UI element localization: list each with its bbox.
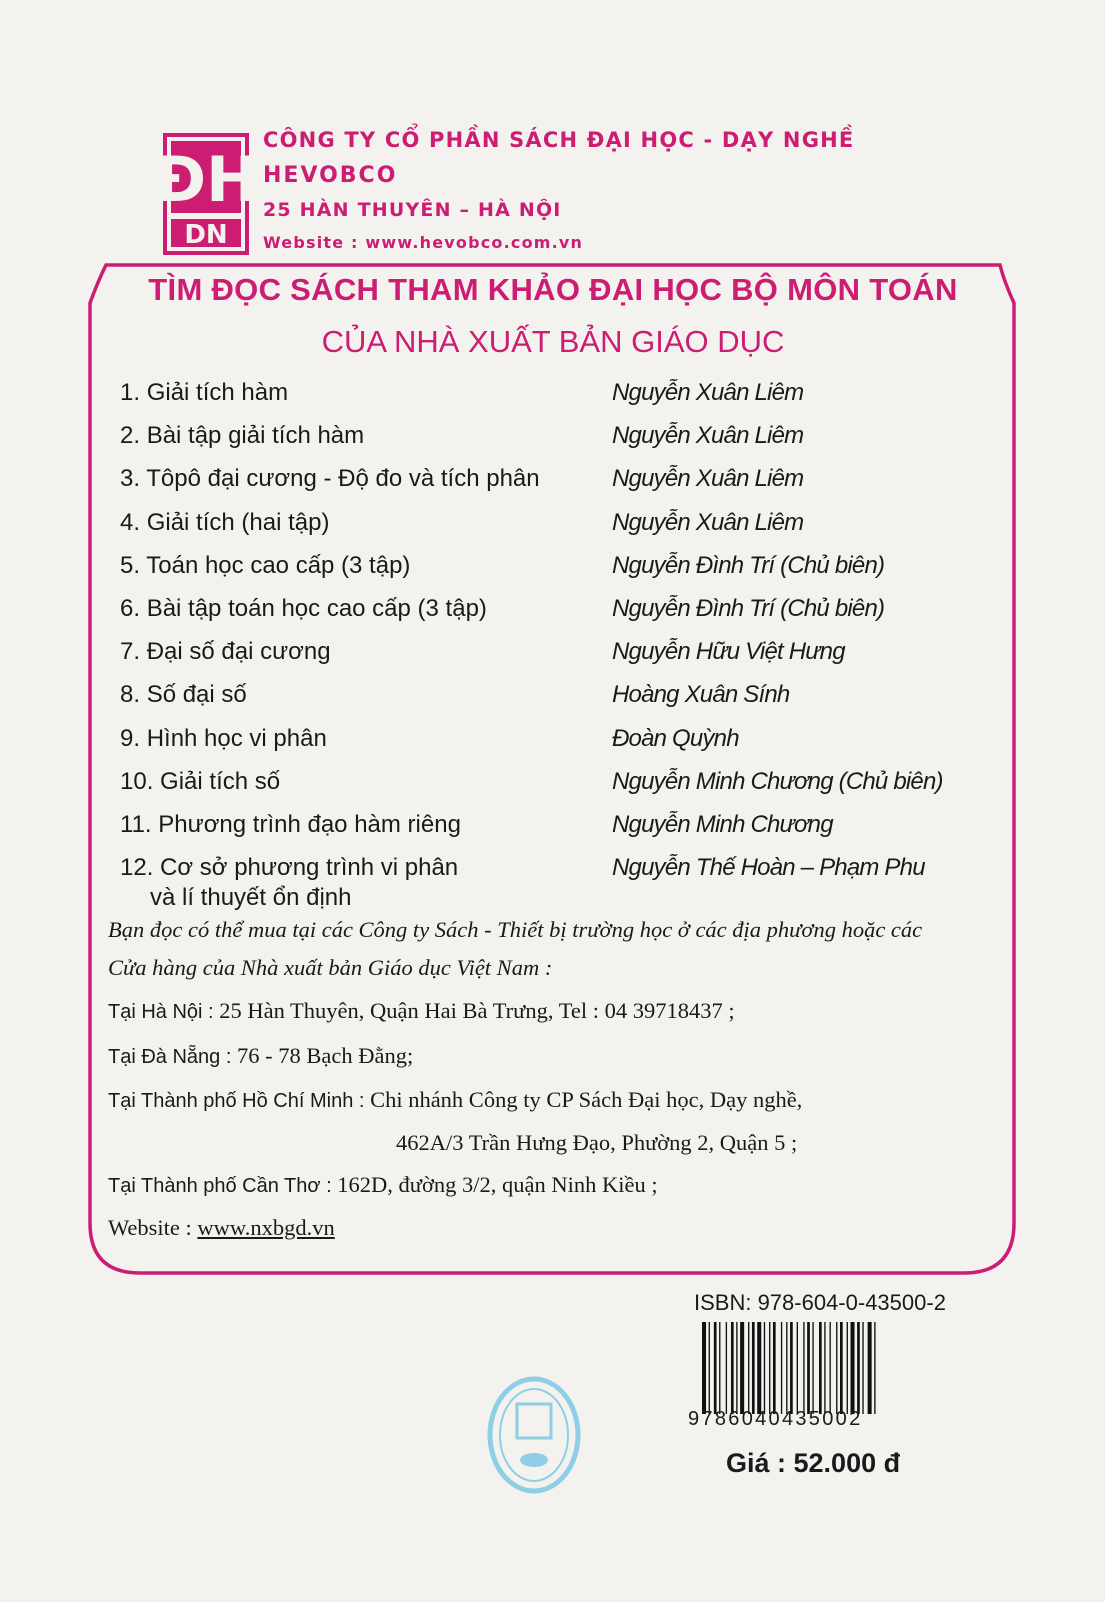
book-list xyxy=(120,378,1000,915)
hcm-text: Chi nhánh Công ty CP Sách Đại học, Dạy nghề, xyxy=(364,1087,803,1112)
book-number: 10. xyxy=(120,767,154,795)
book-number: 8. xyxy=(120,681,141,709)
book-author: Nguyễn Xuân Liêm xyxy=(612,465,804,493)
book-title: Giải tích hàm xyxy=(146,379,289,406)
book-author: Hoàng Xuân Sính xyxy=(612,681,790,709)
list-item xyxy=(120,594,1000,637)
book-number: 5. xyxy=(120,551,141,579)
book-number: 9. xyxy=(120,724,141,752)
book-author: Nguyễn Đình Trí (Chủ biên) xyxy=(612,551,885,579)
purchase-intro-line2: Cửa hàng của Nhà xuất bản Giáo dục Việt Nam : xyxy=(108,955,553,980)
hanoi-address xyxy=(108,998,735,1024)
cantho-label: Tại Thành phố Cần Thơ : xyxy=(108,1175,332,1197)
book-author: Nguyễn Đình Trí (Chủ biên) xyxy=(612,594,885,622)
website-label: Website : xyxy=(108,1215,198,1240)
list-item xyxy=(120,464,1000,507)
danang-address xyxy=(108,1043,413,1069)
list-item xyxy=(120,551,1000,594)
book-title: Phương trình đạo hàm riêng xyxy=(158,810,461,838)
book-author: Nguyễn Hữu Việt Hưng xyxy=(612,638,845,666)
book-title: Bài tập toán học cao cấp (3 tập) xyxy=(146,594,487,622)
hanoi-label: Tại Hà Nội : xyxy=(108,1001,214,1023)
list-item xyxy=(120,853,1000,915)
book-number: 1. xyxy=(120,379,141,406)
book-number: 7. xyxy=(120,638,141,666)
barcode-digits: 9786040435002 xyxy=(688,1408,863,1430)
book-author: Nguyễn Minh Chương xyxy=(612,810,833,838)
publisher-info xyxy=(263,128,854,252)
svg-text:DN: DN xyxy=(184,220,228,250)
book-title: Giải tích (hai tập) xyxy=(146,508,330,536)
list-item xyxy=(120,508,1000,551)
list-item xyxy=(120,421,1000,464)
book-title: Số đại số xyxy=(146,681,247,709)
book-title: Giải tích số xyxy=(160,767,281,795)
book-author: Nguyễn Xuân Liêm xyxy=(612,379,804,406)
book-number: 11. xyxy=(120,810,152,838)
website-link[interactable]: www.nxbgd.vn xyxy=(197,1215,335,1240)
hcm-label: Tại Thành phố Hồ Chí Minh : xyxy=(108,1090,365,1112)
book-title: Cơ sở phương trình vi phân xyxy=(160,854,459,882)
book-title: Toán học cao cấp (3 tập) xyxy=(146,551,411,579)
publisher-address: 25 HÀN THUYÊN – HÀ NỘI xyxy=(263,199,562,221)
list-item xyxy=(120,810,1000,853)
isbn: ISBN: 978-604-0-43500-2 xyxy=(694,1290,946,1315)
hanoi-text: 25 Hàn Thuyên, Quận Hai Bà Trưng, Tel : 04 39718437 ; xyxy=(213,998,735,1023)
publisher-logo xyxy=(154,133,258,255)
danang-text: 76 - 78 Bạch Đằng; xyxy=(231,1043,414,1068)
book-number: 3. xyxy=(120,465,141,493)
list-item xyxy=(120,637,1000,680)
cantho-address xyxy=(108,1172,658,1198)
svg-text:ĐH: ĐH xyxy=(154,143,258,216)
box-subtitle: CỦA NHÀ XUẤT BẢN GIÁO DỤC xyxy=(321,324,785,359)
nxbgd-website xyxy=(108,1215,335,1241)
book-author: Nguyễn Xuân Liêm xyxy=(612,422,804,450)
list-item xyxy=(120,724,1000,767)
book-number: 12. xyxy=(120,854,154,882)
publisher-website: Website : www.hevobco.com.vn xyxy=(263,233,584,252)
barcode xyxy=(702,1322,952,1414)
list-item xyxy=(120,767,1000,810)
book-title: Bài tập giải tích hàm xyxy=(146,422,365,450)
purchase-intro-line1: Bạn đọc có thể mua tại các Công ty Sách - Thiết bị trường học ở các địa phương hoặc các xyxy=(108,917,923,942)
box-title: TÌM ĐỌC SÁCH THAM KHẢO ĐẠI HỌC BỘ MÔN TOÁN xyxy=(148,272,958,307)
book-author: Nguyễn Minh Chương (Chủ biên) xyxy=(612,767,943,795)
list-item xyxy=(120,378,1000,421)
list-item xyxy=(120,680,1000,723)
book-title: Tôpô đại cương - Độ đo và tích phân xyxy=(146,465,540,493)
brand-name: HEVOBCO xyxy=(263,163,398,188)
book-title-line2: và lí thuyết ổn định xyxy=(150,884,352,912)
publisher-seal xyxy=(487,1376,581,1494)
book-number: 2. xyxy=(120,422,141,450)
danang-label: Tại Đà Nẵng : xyxy=(108,1046,232,1068)
book-number: 6. xyxy=(120,594,141,622)
hcm-address-line2: 462A/3 Trần Hưng Đạo, Phường 2, Quận 5 ; xyxy=(396,1130,798,1155)
price: Giá : 52.000 đ xyxy=(726,1448,901,1478)
cantho-text: 162D, đường 3/2, quận Ninh Kiều ; xyxy=(331,1172,658,1197)
company-name: CÔNG TY CỔ PHẦN SÁCH ĐẠI HỌC - DẠY NGHỀ xyxy=(263,128,855,152)
book-author: Nguyễn Xuân Liêm xyxy=(612,508,804,536)
book-author: Nguyễn Thế Hoàn – Phạm Phu xyxy=(612,854,925,882)
book-title: Đại số đại cương xyxy=(146,638,331,666)
book-number: 4. xyxy=(120,508,141,536)
book-author: Đoàn Quỳnh xyxy=(612,724,739,752)
book-title: Hình học vi phân xyxy=(146,724,327,752)
hcm-address xyxy=(108,1087,802,1113)
